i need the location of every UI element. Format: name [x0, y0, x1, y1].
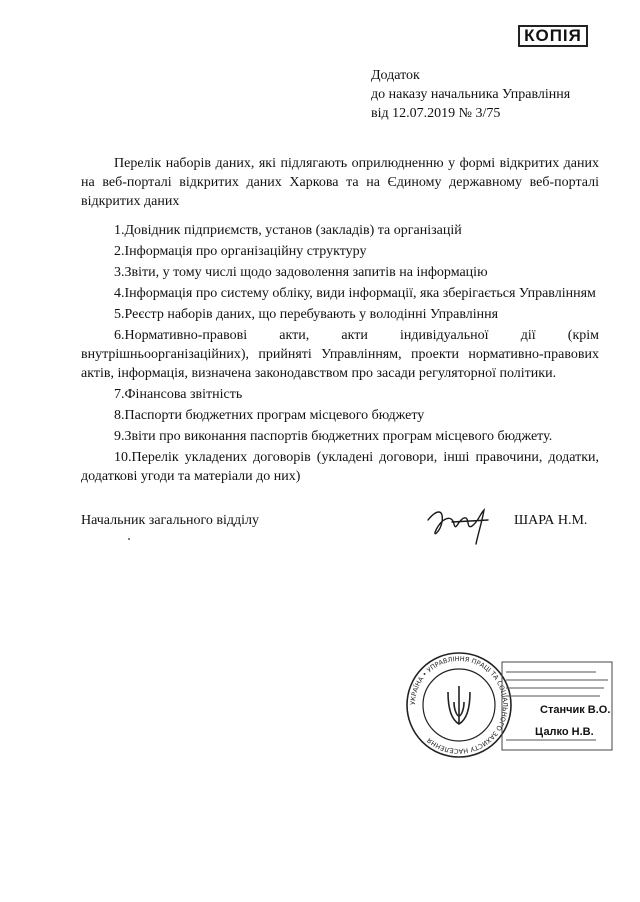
list-item: 3.Звіти, у тому числі щодо задоволення запитів на інформацію	[114, 265, 488, 280]
signer-name: ШАРА Н.М.	[514, 513, 588, 528]
addendum-line-2: до наказу начальника Управління	[371, 87, 571, 102]
addendum-header	[371, 66, 570, 123]
seal-ring-text: УКРАЇНА • УПРАВЛІННЯ ПРАЦІ ТА СОЦІАЛЬНОГО ЗАХИСТУ НАСЕЛЕННЯ	[408, 654, 510, 756]
stamp-name-2: Цалко Н.В.	[535, 726, 594, 738]
ink-speck	[128, 538, 130, 540]
addendum-line-1: Додаток	[371, 68, 420, 83]
stamp-name-1: Станчик В.О.	[540, 704, 611, 716]
round-seal	[404, 650, 514, 760]
list-item: 1.Довідник підприємств, установ (закладів) та організацій	[114, 223, 462, 238]
list-item: 6.Нормативно-правові акти, акти індивідуальної дії (крім внутрішньоорганізаційних), прийняті Управлінням, проекти нормативно-правових актів, інформація, визначена законодавством про засади регуляторної політики.	[81, 328, 599, 381]
signer-position: Начальник загального відділу	[81, 513, 260, 528]
handwritten-signature	[422, 500, 502, 546]
document-title: Перелік наборів даних, які підлягають оприлюдненню у формі відкритих даних на веб-порталі відкритих даних Харкова та на Єдиному державному веб-порталі відкритих даних	[81, 156, 599, 209]
list-item: 7.Фінансова звітність	[114, 387, 243, 402]
dataset-list	[81, 221, 599, 488]
list-item: 5.Реєстр наборів даних, що перебувають у володінні Управління	[114, 307, 499, 322]
addendum-line-3: від 12.07.2019 № 3/75	[371, 106, 501, 121]
list-item: 4.Інформація про систему обліку, види інформації, яка зберігається Управлінням	[114, 286, 596, 301]
list-item: 10.Перелік укладених договорів (укладені договори, інші правочини, додатки, додаткові угоди та матеріали до них)	[81, 450, 599, 484]
copy-stamp: КОПІЯ	[518, 25, 588, 47]
list-item: 9.Звіти про виконання паспортів бюджетних програм місцевого бюджету.	[114, 429, 553, 444]
list-item: 2.Інформація про організаційну структуру	[114, 244, 367, 259]
list-item: 8.Паспорти бюджетних програм місцевого бюджету	[114, 408, 425, 423]
